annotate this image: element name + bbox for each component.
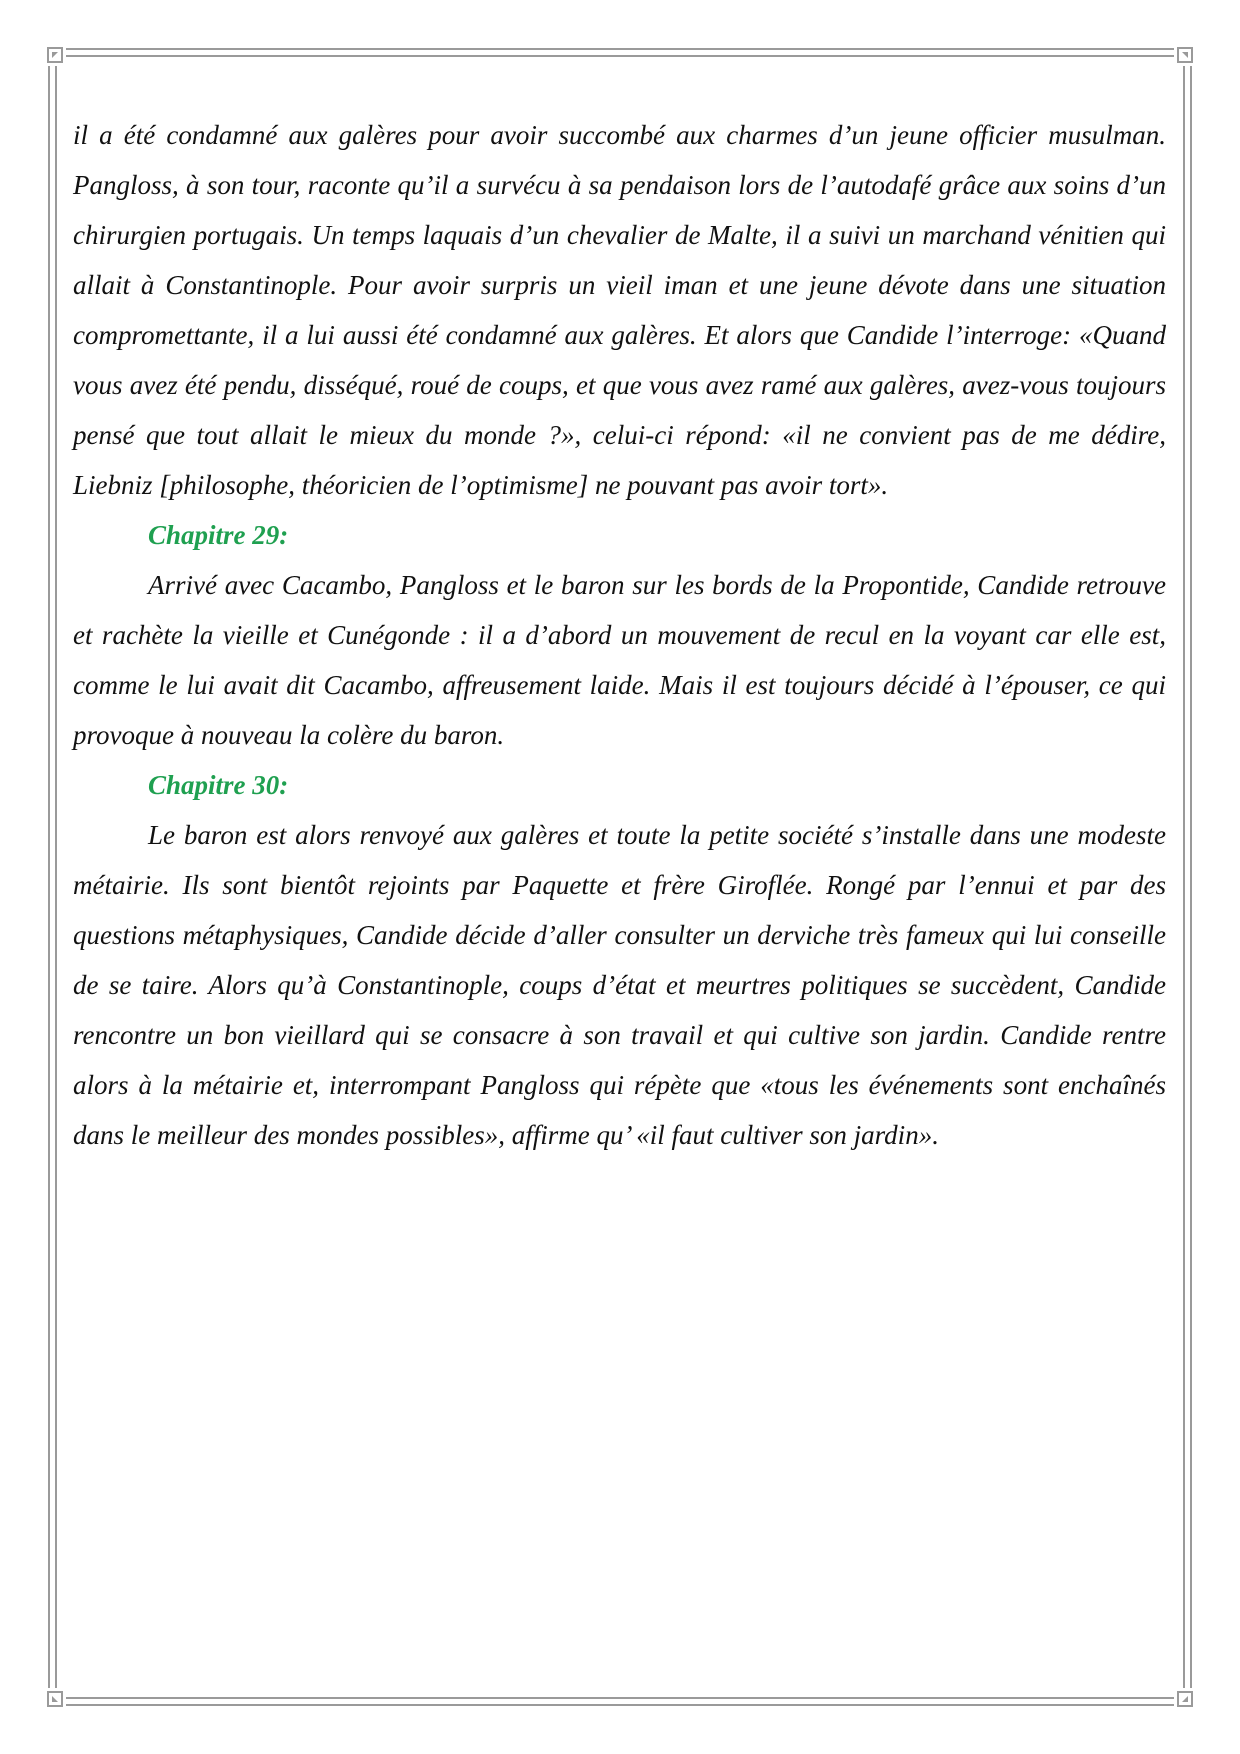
corner-ornament-top-left [44,44,66,66]
document-body [73,110,1166,1160]
corner-ornament-top-right [1174,44,1196,66]
paragraph-continued-summary: il a été condamné aux galères pour avoir succombé aux charmes d’un jeune officier musulman. Pangloss, à son tour, raconte qu’il a survécu à sa pendaison lors de l’autodafé grâce aux soins d’un chirurgien portugais. Un temps laquais d’un chevalier de Malte, il a suivi un marchand vénitien qui allait à Constantinople. Pour avoir surpris un vieil iman et une jeune dévote dans une situation compromettante, il a lui aussi été condamné aux galères. Et alors que Candide l’interroge: «Quand vous avez été pendu, disséqué, roué de coups, et que vous avez ramé aux galères, avez-vous toujours pensé que tout allait le mieux du monde ?», celui-ci répond: «il ne convient pas de me dédire, Liebniz [philosophe, théoricien de l’optimisme] ne pouvant pas avoir tort». [73,120,1166,500]
corner-ornament-bottom-right [1174,1688,1196,1710]
chapter-29-text: Arrivé avec Cacambo, Pangloss et le baron sur les bords de la Propontide, Candide retrouve et rachète la vieille et Cunégonde : il a d’abord un mouvement de recul en la voyant car elle est, comme le lui avait dit Cacambo, affreusement laide. Mais il est toujours décidé à l’épouser, ce qui provoque à nouveau la colère du baron. [73,570,1166,750]
chapter-30-text: Le baron est alors renvoyé aux galères et toute la petite société s’installe dans une modeste métairie. Ils sont bientôt rejoints par Paquette et frère Giroflée. Rongé par l’ennui et par des questions métaphysiques, Candide décide d’aller consulter un derviche très fameux qui lui conseille de se taire. Alors qu’à Constantinople, coups d’état et meurtres politiques se succèdent, Candide rencontre un bon vieillard qui se consacre à son travail et qui cultive son jardin. Candide rentre alors à la métairie et, interrompant Pangloss qui répète que «tous les événements sont enchaînés dans le meilleur des mondes possibles», affirme qu’ «il faut cultiver son jardin». [73,820,1166,1150]
chapter-29-heading: Chapitre 29: [148,520,289,550]
chapter-30-heading: Chapitre 30: [148,770,289,800]
corner-ornament-bottom-left [44,1688,66,1710]
